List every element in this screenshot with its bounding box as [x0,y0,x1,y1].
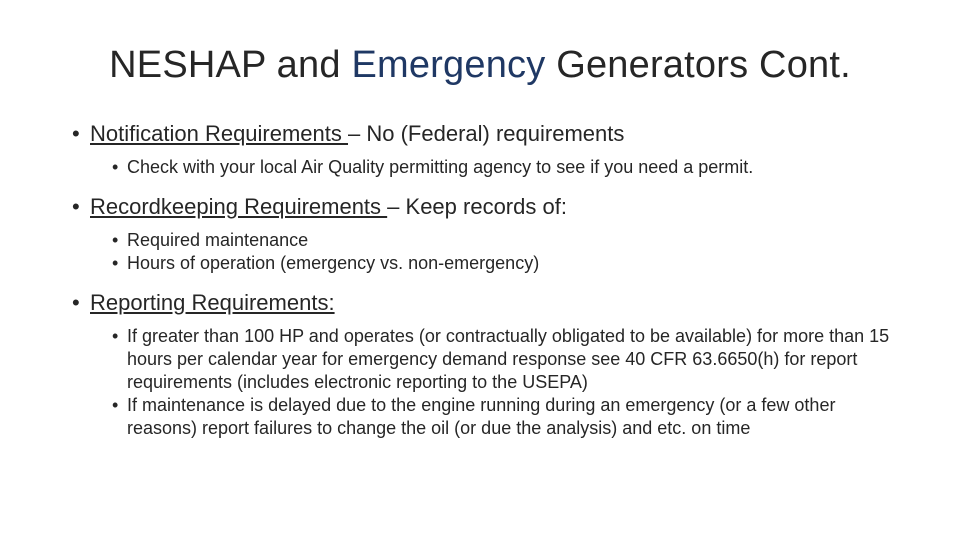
notification-subitems [72,156,902,179]
sub-bullet [72,229,902,252]
slide-title [0,44,960,87]
sub-bullet-text: Check with your local Air Quality permitting agency to see if you need a permit. [127,157,754,177]
notification-heading: Notification Requirements [90,121,349,146]
reporting-heading: Reporting Requirements: [90,290,335,315]
sub-bullet-text: If greater than 100 HP and operates (or contractually obligated to be available) for more than 15 hours per calendar year for emergency demand response see 40 CFR 63.6650(h) for report requirements (includes electronic reporting to the USEPA) [127,326,890,392]
recordkeeping-subitems [72,229,902,275]
bullet-recordkeeping [72,193,902,221]
title-accent: Emergency [351,44,546,86]
title-part-2: Generators Cont. [545,44,851,86]
notification-rest: – No (Federal) requirements [348,121,625,146]
bullet-reporting [72,289,902,317]
sub-bullet [72,325,902,394]
recordkeeping-heading: Recordkeeping Requirements [90,194,388,219]
sub-bullet [72,156,902,179]
bullet-notification [72,120,902,148]
bullet-dot: • [72,194,80,219]
sub-bullet [72,394,902,440]
reporting-subitems [72,325,902,440]
recordkeeping-rest: – Keep records of: [387,194,567,219]
sub-bullet-text: Required maintenance [127,230,309,250]
sub-bullet-text: Hours of operation (emergency vs. non-emergency) [127,253,540,273]
sub-bullet-text: If maintenance is delayed due to the engine running during an emergency (or a few other reasons) report failures to change the oil (or due the analysis) and etc. on time [127,395,836,438]
sub-bullet-dot: • [112,157,119,177]
sub-bullet-dot: • [112,230,119,250]
title-part-1: NESHAP and [109,44,352,86]
bullet-dot: • [72,121,80,146]
sub-bullet-dot: • [112,326,119,346]
sub-bullet [72,252,902,275]
slide-content [72,120,902,454]
sub-bullet-dot: • [112,253,119,273]
sub-bullet-dot: • [112,395,119,415]
bullet-dot: • [72,290,80,315]
